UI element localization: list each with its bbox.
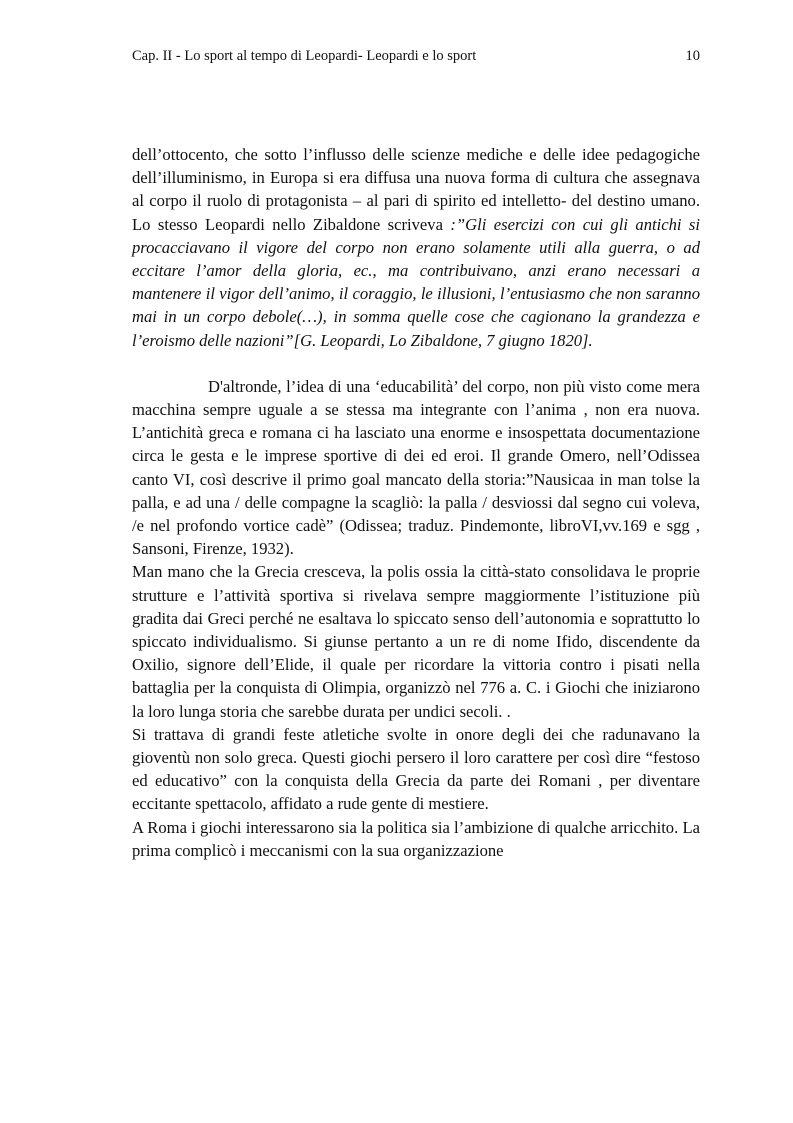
leopardi-quote: :”Gli esercizi con cui gli antichi si procacciavano il vigore del corpo non erano solamente utili alla guerra, o ad eccitare l’amor della gloria, ec., ma contribuivano, anzi erano necessari a mantenere il vigor dell’animo, il coraggio, le illusioni, l’entusiasmo che non saranno mai in un corpo debole(…), in somma quelle cose che cagionano la grandezza e l’eroismo delle nazioni”[G. Leopardi, Lo Zibaldone, 7 giugno 1820].	[132, 214, 700, 350]
page-number: 10	[685, 48, 700, 64]
paragraph-2: D'altronde, l’idea di una ‘educabilità’ del corpo, non più visto come mera macchina sempre uguale a se stessa ma integrante con l’anima , non era nuova. L’antichità greca e romana ci ha lasciato una enorme e insospettata documentazione circa le gesta e le imprese sportive di dei ed eroi. Il grande Omero, nell’Odissea canto VI, così descrive il primo goal mancato della storia:”Nausicaa in man tolse la palla, e ad una / delle compagne la scagliò: la palla / desviossi dal segno cui voleva, /e nel profondo vortice cadè” (Odissea; traduz. Pindemonte, libroVI,vv.169 e sgg , Sansoni, Firenze, 1932).	[132, 376, 700, 559]
page-header	[132, 48, 700, 70]
paragraph-1-text: dell’ottocento, che sotto l’influsso delle scienze mediche e delle idee pedagogiche dell’illuminismo, in Europa si era diffusa una nuova forma di cultura che assegnava al corpo il ruolo di protagonista – al pari di spirito ed intelletto- del destino umano. Lo stesso Leopardi nello Zibaldone scriveva	[132, 145, 700, 234]
paragraph-1	[132, 143, 700, 352]
paragraph-4: Si trattava di grandi feste atletiche svolte in onore degli dei che radunavano la gioventù non solo greca. Questi giochi persero il loro carattere per così dire “festoso ed educativo” con la conquista della Grecia da parte dei Romani , per diventare eccitante spettacolo, affidato a rude gente di mestiere.	[132, 724, 700, 814]
paragraph-3: Man mano che la Grecia cresceva, la polis ossia la città-stato consolidava le proprie strutture e l’attività sportiva si rivelava sempre maggiormente l’istituzione più gradita dai Greci perché ne esaltava lo spiccato senso dell’autonomia e soprattutto lo spiccato individualismo. Si giunse pertanto a un re di nome Ifido, discendente da Oxilio, signore dell’Elide, il quale per ricordare la vittoria contro i pisati nella battaglia per la conquista di Olimpia, organizzò nel 776 a. C. i Giochi che iniziarono la loro lunga storia che sarebbe durata per undici secoli. .	[132, 562, 700, 721]
document-body	[132, 143, 700, 862]
chapter-title: Cap. II - Lo sport al tempo di Leopardi- Leopardi e lo sport	[132, 48, 477, 64]
paragraph-5: A Roma i giochi interessarono sia la politica sia l’ambizione di qualche arricchito. La prima complicò i meccanismi con la sua organizzazione	[132, 817, 700, 860]
